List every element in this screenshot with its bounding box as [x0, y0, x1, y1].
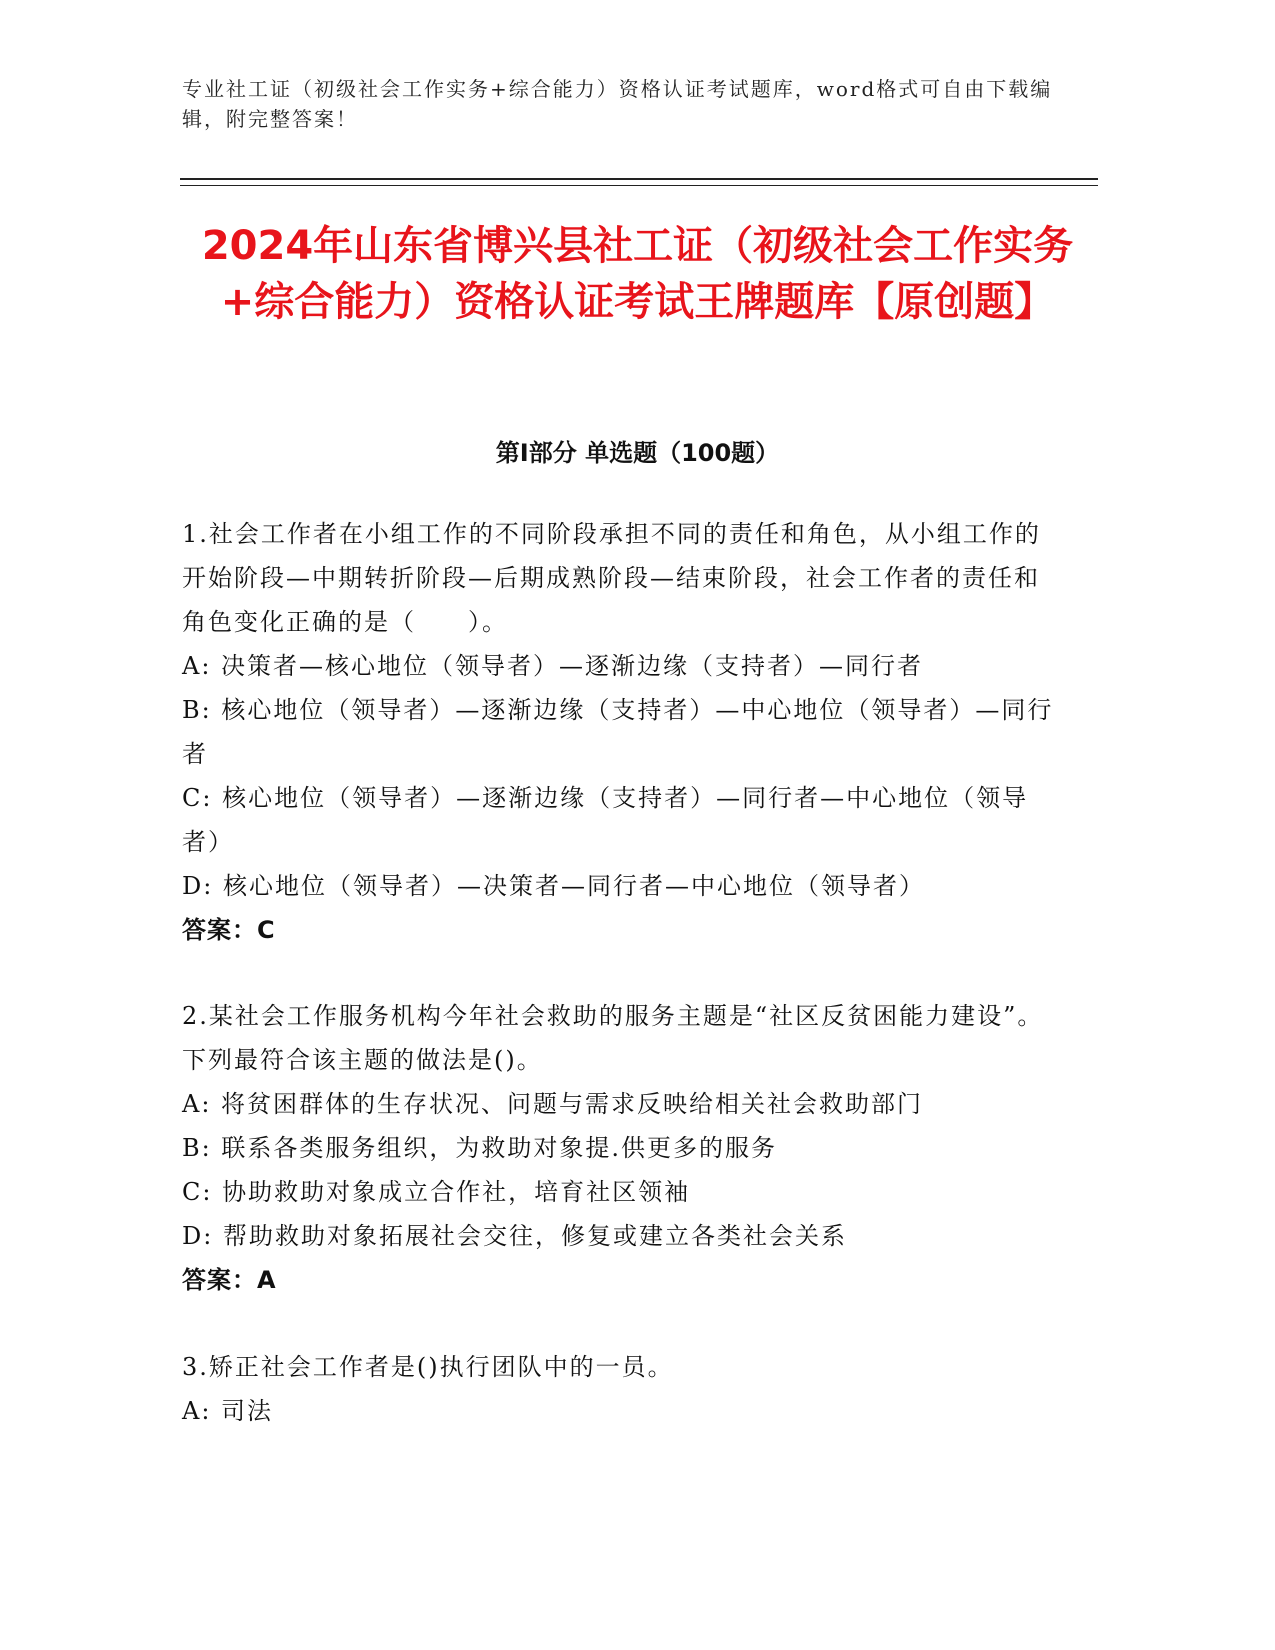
- option-d: D: 核心地位（领导者）—决策者—同行者—中心地位（领导者）: [182, 872, 925, 900]
- document-title: 2024年山东省博兴县社工证（初级社会工作实务+综合能力）资格认证考试王牌题库【原创题】: [201, 223, 1074, 325]
- option-a: A: 司法: [182, 1397, 274, 1425]
- question-stem: 1.社会工作者在小组工作的不同阶段承担不同的责任和角色，从小组工作的开始阶段—中期转折阶段—后期成熟阶段—结束阶段，社会工作者的责任和角色变化正确的是（ ）。: [182, 520, 1041, 636]
- option-a: A: 决策者—核心地位（领导者）—逐渐边缘（支持者）—同行者: [182, 652, 924, 680]
- section-heading: 第Ⅰ部分 单选题（100题）: [495, 439, 780, 467]
- question-1: [182, 512, 1062, 952]
- question-3: [182, 1345, 1062, 1433]
- question-2: [182, 994, 1062, 1302]
- header-divider-thin: [180, 185, 1098, 186]
- option-a: A: 将贫困群体的生存状况、问题与需求反映给相关社会救助部门: [182, 1090, 924, 1118]
- option-b: B: 联系各类服务组织，为救助对象提.供更多的服务: [182, 1134, 777, 1162]
- option-c: C: 核心地位（领导者）—逐渐边缘（支持者）—同行者—中心地位（领导者）: [182, 784, 1029, 856]
- question-stem: 3.矫正社会工作者是()执行团队中的一员。: [182, 1353, 674, 1381]
- option-b: B: 核心地位（领导者）—逐渐边缘（支持者）—中心地位（领导者）—同行者: [182, 696, 1054, 768]
- header-note: 专业社工证（初级社会工作实务+综合能力）资格认证考试题库，word格式可自由下载编辑，附完整答案！: [182, 77, 1053, 131]
- answer: 答案：A: [182, 1266, 277, 1294]
- header-divider-thick: [180, 178, 1098, 180]
- option-c: C: 协助救助对象成立合作社，培育社区领袖: [182, 1178, 691, 1206]
- option-d: D: 帮助救助对象拓展社会交往，修复或建立各类社会关系: [182, 1222, 847, 1250]
- answer: 答案：C: [182, 916, 276, 944]
- question-stem: 2.某社会工作服务机构今年社会救助的服务主题是“社区反贫困能力建设”。下列最符合该主题的做法是()。: [182, 1002, 1044, 1074]
